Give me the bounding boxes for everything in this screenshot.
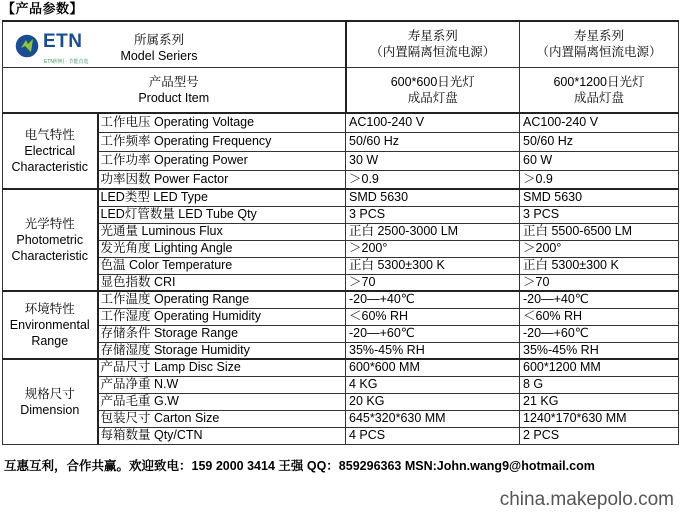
spec-row [3,170,679,189]
spec-value-600: 4 PCS [346,427,520,444]
spec-label: 工作电压 Operating Voltage [98,113,346,132]
spec-label: 发光角度 Lighting Angle [98,240,346,257]
model-series-label-cn: 所属系列 [133,33,184,47]
spec-table-body [3,21,679,444]
spec-value-1200: 1240*170*630 MM [520,410,679,427]
category-name-cn: 规格尺寸 [24,386,75,401]
series-2-sub: （内置隔离恒流电源） [536,45,662,60]
spec-label: 存储条件 Storage Range [98,325,346,342]
spec-value-1200: 50/60 Hz [520,132,679,151]
product-item-row [3,67,679,113]
spec-row [3,113,679,132]
spec-label: 功率因数 Power Factor [98,170,346,189]
spec-label: 工作功率 Operating Power [98,151,346,170]
series-1-name: 寿星系列 [407,29,458,44]
spec-value-600: ＞200° [346,240,520,257]
spec-value-1200: 正白 5500-6500 LM [520,223,679,240]
spec-row [3,291,679,308]
spec-label: LED类型 LED Type [98,189,346,206]
spec-value-1200: ＞0.9 [520,170,679,189]
spec-value-1200: SMD 5630 [520,189,679,206]
spec-value-1200: 正白 5300±300 K [520,257,679,274]
spec-row [3,342,679,359]
spec-value-600: ＞70 [346,274,520,291]
spec-row [3,257,679,274]
spec-value-1200: 3 PCS [520,206,679,223]
spec-row [3,151,679,170]
spec-value-1200: ＞200° [520,240,679,257]
section-title: 【产品参数】 [2,1,84,16]
spec-row [3,206,679,223]
spec-label: 包装尺寸 Carton Size [98,410,346,427]
spec-value-1200: -20—+40℃ [520,291,679,308]
product-1-line1: 600*600日光灯 [390,74,475,89]
spec-value-600: 645*320*630 MM [346,410,520,427]
spec-value-600: 35%-45% RH [346,342,520,359]
spec-label: 光通量 Luminous Flux [98,223,346,240]
logo-cell [3,21,346,67]
product-2-line2: 成品灯盘 [573,90,624,105]
category-cell [3,291,98,359]
spec-value-600: ＜60% RH [346,308,520,325]
spec-value-600: 50/60 Hz [346,132,520,151]
spec-row [3,410,679,427]
category-name-cn: 电气特性 [24,128,75,142]
spec-value-1200: -20—+60℃ [520,325,679,342]
category-cell [3,189,98,291]
spec-row [3,189,679,206]
spec-row [3,240,679,257]
spec-value-600: -20—+40℃ [346,291,520,308]
spec-label: 工作湿度 Operating Humidity [98,308,346,325]
spec-row [3,132,679,151]
spec-value-600: 20 KG [346,393,520,410]
product-item-label [3,67,346,113]
product-1 [346,67,520,113]
series-1-sub: （内置隔离恒流电源） [370,45,496,60]
spec-value-600: AC100-240 V [346,113,520,132]
spec-value-600: 600*600 MM [346,359,520,376]
product-item-label-en: Product Item [138,90,210,105]
spec-row [3,223,679,240]
category-name-en: Environmental [9,318,90,332]
spec-row [3,359,679,376]
spec-value-600: 正白 5300±300 K [346,257,520,274]
spec-table [2,20,679,445]
spec-label: 工作温度 Operating Range [98,291,346,308]
spec-label: 产品尺寸 Lamp Disc Size [98,359,346,376]
spec-row [3,325,679,342]
category-name-cn: 环境特性 [24,302,75,316]
spec-value-600: 4 KG [346,376,520,393]
category-name-en-2: Range [31,334,69,348]
product-2 [520,67,679,113]
category-name-en-2: Characteristic [11,249,88,263]
series-1 [346,21,520,67]
watermark: china.makepolo.com [499,489,674,510]
spec-value-600: SMD 5630 [346,189,520,206]
spec-value-1200: ＞70 [520,274,679,291]
spec-label: 存储湿度 Storage Humidity [98,342,346,359]
spec-value-600: -20—+60℃ [346,325,520,342]
spec-row [3,376,679,393]
logo-text: ETN [43,31,83,52]
product-2-line1: 600*1200日光灯 [553,74,645,89]
spec-row [3,308,679,325]
company-logo [13,32,113,66]
category-name-cn: 光学特性 [24,217,75,231]
spec-value-600: 正白 2500-3000 LM [346,223,520,240]
category-name-en: Photometric [16,233,84,247]
spec-label: 每箱数量 Qty/CTN [98,427,346,444]
spec-value-1200: ＜60% RH [520,308,679,325]
spec-row [3,274,679,291]
category-cell [3,359,98,444]
model-series-label-en: Model Seriers [120,49,198,63]
logo-tagline: ETN照明 · 节能首选 [44,59,89,65]
spec-value-600: 3 PCS [346,206,520,223]
spec-value-1200: 60 W [520,151,679,170]
product-item-label-cn: 产品型号 [148,74,199,89]
spec-label: LED灯管数量 LED Tube Qty [98,206,346,223]
model-series-row [3,21,679,67]
category-name-en-2: Characteristic [11,160,88,174]
spec-label: 产品净重 N.W [98,376,346,393]
spec-value-600: ＞0.9 [346,170,520,189]
spec-value-1200: 8 G [520,376,679,393]
spec-value-1200: AC100-240 V [520,113,679,132]
series-2-name: 寿星系列 [573,29,624,44]
spec-value-1200: 21 KG [520,393,679,410]
spec-row [3,393,679,410]
category-name-en: Electrical [24,144,76,158]
spec-value-600: 30 W [346,151,520,170]
category-cell [3,113,98,189]
spec-value-1200: 2 PCS [520,427,679,444]
spec-label: 色温 Color Temperature [98,257,346,274]
spec-label: 显色指数 CRI [98,274,346,291]
spec-label: 产品毛重 G.W [98,393,346,410]
contact-footer: 互惠互利，合作共赢。欢迎致电：159 2000 3414 王强 QQ：859296363 MSN:John.wang9@hotmail.com [4,459,595,473]
spec-row [3,427,679,444]
product-1-line2: 成品灯盘 [407,90,458,105]
model-series-label [99,32,219,64]
spec-value-1200: 600*1200 MM [520,359,679,376]
series-2 [520,21,679,67]
spec-label: 工作频率 Operating Frequency [98,132,346,151]
logo-emblem-icon [13,32,41,60]
spec-value-1200: 35%-45% RH [520,342,679,359]
category-name-en: Dimension [20,402,80,417]
